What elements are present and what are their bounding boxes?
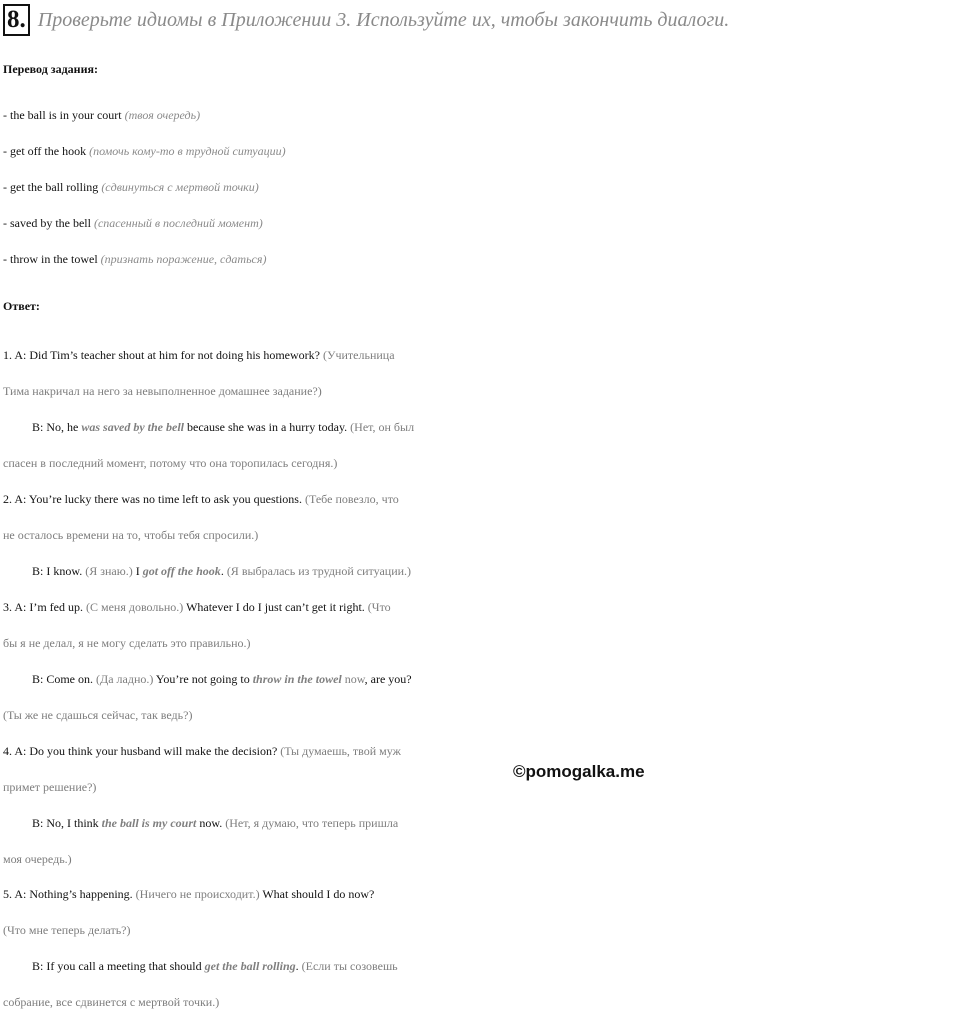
dialog-line: [3, 481, 960, 517]
dialog-line: (Что мне теперь делать?): [3, 923, 131, 937]
idiom-item: [3, 205, 960, 241]
dialog-line: [32, 553, 960, 589]
russian-text: (Если ты созовешь: [301, 959, 398, 973]
russian-text: (Ты думаешь, твой муж: [280, 744, 401, 758]
idiom-item: [3, 169, 960, 205]
idiom-en: - saved by the bell: [3, 216, 94, 230]
idiom-en: - get the ball rolling: [3, 180, 102, 194]
english-text: What should I do now?: [259, 887, 375, 901]
russian-text: (Ничего не происходит.): [135, 887, 260, 901]
russian-text: (Тебе повезло, что: [304, 492, 399, 506]
dialog-line: [32, 948, 960, 984]
idiom-item: [3, 133, 960, 169]
dialog-line: бы я не делал, я не могу сделать это правильно.): [3, 636, 251, 650]
english-text: .: [220, 564, 227, 578]
russian-text: (С меня довольно.): [86, 600, 184, 614]
english-text: B: No, he: [32, 420, 82, 434]
idiom-ru: (спасенный в последний момент): [93, 216, 263, 230]
idiom-ru: (твоя очередь): [124, 108, 201, 122]
dialog-line: [3, 876, 960, 912]
idiom-item: [3, 241, 960, 277]
english-text: 4. A: Do you think your husband will make the decision?: [3, 744, 281, 758]
english-text: , are you?: [364, 672, 412, 686]
dialog-line: моя очередь.): [3, 852, 72, 866]
idiom-item: [3, 97, 960, 133]
idiom-highlight: was saved by the bell: [81, 420, 184, 434]
dialog-line: примет решение?): [3, 780, 97, 794]
idiom-highlight: the ball is my court: [101, 816, 197, 830]
english-text: now.: [196, 816, 226, 830]
dialog-line: [32, 805, 960, 841]
idiom-ru: (помочь кому-то в трудной ситуации): [89, 144, 286, 158]
english-text: 3. A: I’m fed up.: [3, 600, 86, 614]
watermark: ©pomogalka.me: [513, 762, 645, 781]
translation-heading: Перевод задания:: [3, 62, 98, 76]
task-instruction: Проверьте идиомы в Приложении 3. Используйте их, чтобы закончить диалоги.: [37, 8, 730, 31]
russian-text: (Да ладно.): [96, 672, 154, 686]
idiom-highlight: get the ball rolling: [204, 959, 296, 973]
dialog-line: [32, 409, 960, 445]
idiom-ru: (сдвинуться с мертвой точки): [101, 180, 259, 194]
dialog-line: [3, 337, 960, 373]
task-number: 8.: [3, 4, 30, 36]
english-text: B: No, I think: [32, 816, 102, 830]
dialog-line: не осталось времени на то, чтобы тебя спросили.): [3, 528, 259, 542]
russian-text: (Нет, он был: [350, 420, 415, 434]
english-text: .: [295, 959, 302, 973]
dialog-line: (Ты же не сдашься сейчас, так ведь?): [3, 708, 193, 722]
gray-text: now: [341, 672, 365, 686]
idiom-en: - get off the hook: [3, 144, 90, 158]
english-text: 1. A: Did Tim’s teacher shout at him for not doing his homework?: [3, 348, 323, 362]
task-header: [3, 2, 729, 38]
idiom-en: - throw in the towel: [3, 252, 101, 266]
answer-heading: Ответ:: [3, 299, 40, 313]
english-text: I: [132, 564, 143, 578]
dialog-line: [32, 661, 960, 697]
english-text: 5. A: Nothing’s happening.: [3, 887, 136, 901]
russian-text: (Нет, я думаю, что теперь пришла: [225, 816, 399, 830]
russian-text: (Что: [367, 600, 391, 614]
russian-text: (Учительница: [322, 348, 395, 362]
dialog-line: спасен в последний момент, потому что она торопилась сегодня.): [3, 456, 338, 470]
russian-text: (Я знаю.): [85, 564, 133, 578]
idiom-en: - the ball is in your court: [3, 108, 125, 122]
english-text: You’re not going to: [153, 672, 253, 686]
dialog-line: собрание, все сдвинется с мертвой точки.): [3, 995, 220, 1009]
english-text: B: Come on.: [32, 672, 97, 686]
english-text: because she was in a hurry today.: [184, 420, 351, 434]
english-text: Whatever I do I just can’t get it right.: [183, 600, 368, 614]
english-text: B: If you call a meeting that should: [32, 959, 205, 973]
idiom-ru: (признать поражение, сдаться): [100, 252, 267, 266]
idiom-highlight: got off the hook: [142, 564, 221, 578]
english-text: 2. A: You’re lucky there was no time left to ask you questions.: [3, 492, 305, 506]
dialog-line: Тима накричал на него за невыполненное домашнее задание?): [3, 384, 322, 398]
dialog-line: [3, 733, 960, 769]
dialog-line: [3, 589, 960, 625]
idiom-highlight: throw in the towel: [252, 672, 342, 686]
english-text: B: I know.: [32, 564, 86, 578]
russian-text: (Я выбралась из трудной ситуации.): [226, 564, 412, 578]
